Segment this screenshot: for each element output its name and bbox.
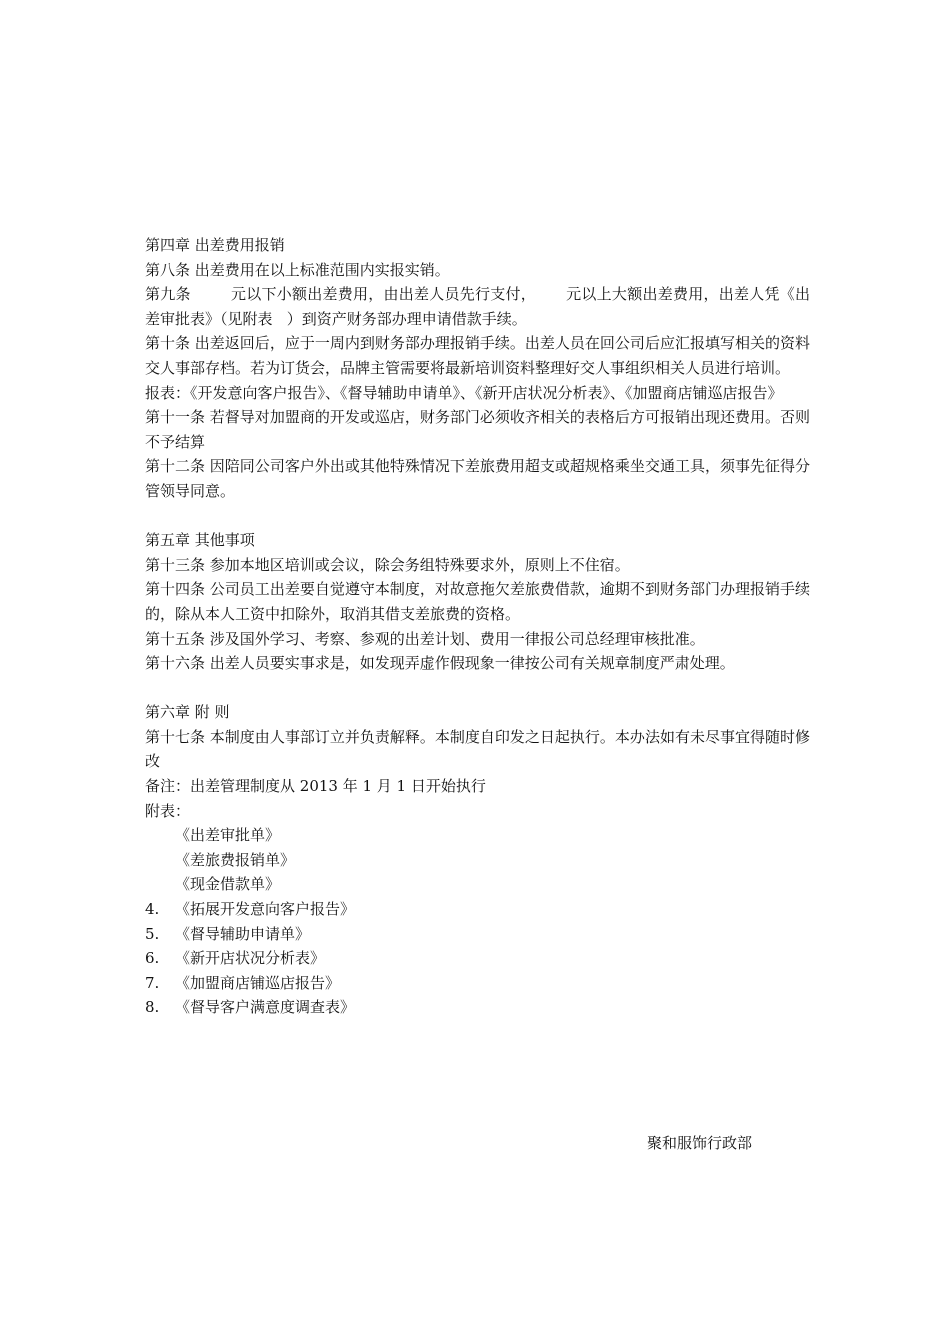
article-17: 第十七条 本制度由人事部订立并负责解释。本制度自印发之日起执行。本办法如有未尽事宜得随时修改 xyxy=(145,727,810,771)
article-10: 第十条 出差返回后，应于一周内到财务部办理报销手续。出差人员在回公司后应汇报填写相关的资料交人事部存档。若为订货会，品牌主管需要将最新培训资料整理好交人事组织相关人员进行培训。 xyxy=(145,334,810,377)
article-9: 第九条 元以下小额出差费用，由出差人员先行支付， 元以上大额出差费用，出差人凭《出差审批表》（见附表 ）到资产财务部办理申请借款手续。 xyxy=(145,285,810,328)
article-12: 第十二条 因陪同公司客户外出或其他特殊情况下差旅费用超支或超规格乘坐交通工具，须事先征得分管领导同意。 xyxy=(145,457,810,500)
signature-department: 聚和服饰行政部 xyxy=(647,1134,753,1152)
list-item xyxy=(145,872,810,897)
list-item-number: 7. xyxy=(145,973,160,992)
list-item xyxy=(145,946,810,971)
attachments-label: 附表： xyxy=(145,801,191,820)
document-body xyxy=(145,233,810,1020)
chapter-5-heading: 第五章 其他事项 xyxy=(145,531,255,550)
article-16: 第十六条 出差人员要实事求是，如发现弄虚作假现象一律按公司有关规章制度严肃处理。 xyxy=(145,654,735,673)
list-item xyxy=(145,995,810,1020)
article-13: 第十三条 参加本地区培训或会议，除会务组特殊要求外，原则上不住宿。 xyxy=(145,555,630,574)
list-item-title: 《新开店状况分析表》 xyxy=(175,949,326,968)
list-item-title: 《拓展开发意向客户报告》 xyxy=(175,900,356,919)
reports-list: 报表：《开发意向客户报告》、《督导辅助申请单》、《新开店状况分析表》、《加盟商店铺巡店报告》 xyxy=(145,383,783,402)
list-item-title: 《督导辅助申请单》 xyxy=(175,924,311,943)
article-11: 第十一条 若督导对加盟商的开发或巡店，财务部门必须收齐相关的表格后方可报销出现还费用。否则不予结算 xyxy=(145,408,810,451)
list-item-number: 4. xyxy=(145,900,160,919)
list-item-number: 8. xyxy=(145,998,160,1017)
list-item-number: 5. xyxy=(145,924,160,943)
list-item-title: 《出差审批单》 xyxy=(175,826,281,845)
section-spacer xyxy=(145,676,810,701)
article-8: 第八条 出差费用在以上标准范围内实报实销。 xyxy=(145,260,450,279)
list-item-title: 《差旅费报销单》 xyxy=(175,850,296,869)
attachments-list xyxy=(145,823,810,1020)
chapter-4-heading: 第四章 出差费用报销 xyxy=(145,236,285,254)
list-item-number: 6. xyxy=(145,949,160,968)
section-spacer xyxy=(145,504,810,529)
list-item xyxy=(145,823,810,848)
list-item xyxy=(145,848,810,873)
article-14: 第十四条 公司员工出差要自觉遵守本制度，对故意拖欠差旅费借款，逾期不到财务部门办理报销手续的，除从本人工资中扣除外，取消其借支差旅费的资格。 xyxy=(145,580,810,623)
list-item xyxy=(145,971,810,996)
list-item xyxy=(145,897,810,922)
list-item-title: 《督导客户满意度调查表》 xyxy=(175,998,356,1017)
article-15: 第十五条 涉及国外学习、考察、参观的出差计划、费用一律报公司总经理审核批准。 xyxy=(145,629,705,648)
list-item xyxy=(145,922,810,947)
list-item-title: 《现金借款单》 xyxy=(175,875,281,894)
chapter-6-heading: 第六章 附 则 xyxy=(145,703,230,722)
effective-date-note: 备注：出差管理制度从 2013 年 1 月 1 日开始执行 xyxy=(145,777,486,796)
list-item-title: 《加盟商店铺巡店报告》 xyxy=(175,973,341,992)
